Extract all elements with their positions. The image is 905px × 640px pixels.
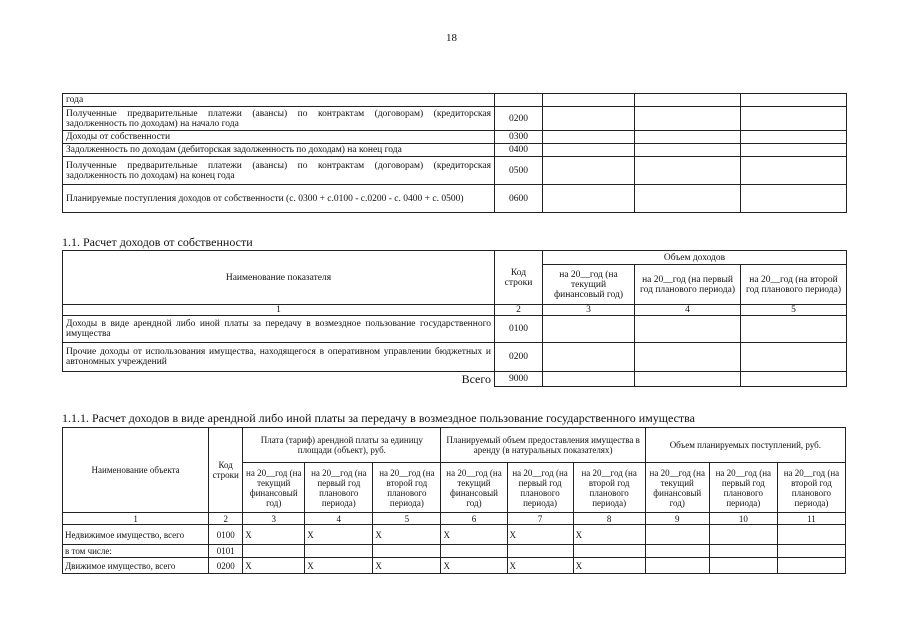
- header-code: Код строки: [209, 428, 243, 513]
- table-row: [63, 343, 847, 372]
- header-income-volume: Объем доходов: [543, 251, 847, 265]
- header-year-current: на 20__год (на текущий финансовый год): [243, 463, 305, 513]
- header-code: Код строки: [495, 251, 543, 305]
- row-name: Прочие доходы от использования имущества, находящегося в оперативном управлении бюджетных и автономных учреждений: [63, 343, 495, 372]
- x-mark: X: [373, 525, 441, 545]
- row-name: Планируемые поступления доходов от собственности (с. 0300 + с.0100 - с.0200 - с. 0400 + с. 0500): [63, 185, 495, 213]
- table-row: [63, 545, 846, 558]
- col-num: 4: [635, 305, 741, 316]
- row-code: 0600: [495, 185, 543, 213]
- value-cell[interactable]: [543, 144, 635, 157]
- value-cell[interactable]: [741, 157, 847, 185]
- x-mark: X: [441, 525, 507, 545]
- value-cell[interactable]: [741, 94, 847, 107]
- column-number-row: [63, 305, 847, 316]
- header-year-current: на 20__год (на текущий финансовый год): [645, 463, 709, 513]
- value-cell[interactable]: [635, 157, 741, 185]
- header-name: Наименование показателя: [63, 251, 495, 305]
- value-cell[interactable]: [635, 316, 741, 343]
- section-heading-1-1-1: 1.1.1. Расчет доходов в виде арендной либо иной платы за передачу в возмездное пользование государственного имущества: [62, 411, 695, 425]
- header-year-second-plan: на 20__год (на второй год планового периода): [573, 463, 645, 513]
- value-cell[interactable]: [635, 94, 741, 107]
- value-cell[interactable]: [635, 131, 741, 144]
- value-cell[interactable]: [709, 558, 777, 574]
- header-year-second-plan: на 20__год (на второй год планового периода): [373, 463, 441, 513]
- x-mark: X: [507, 525, 573, 545]
- row-code: 0300: [495, 131, 543, 144]
- x-mark: X: [305, 525, 373, 545]
- row-code: 0101: [209, 545, 243, 558]
- value-cell[interactable]: [645, 545, 709, 558]
- table-row: [63, 144, 847, 157]
- value-cell[interactable]: [645, 558, 709, 574]
- row-code: 0100: [495, 316, 543, 343]
- row-code: 0100: [209, 525, 243, 545]
- header-year-first-plan: на 20__год (на первый год планового периода): [507, 463, 573, 513]
- table-row: [63, 131, 847, 144]
- x-mark: X: [573, 558, 645, 574]
- value-cell[interactable]: [741, 131, 847, 144]
- row-code: 0200: [209, 558, 243, 574]
- property-income-table: [62, 250, 847, 387]
- value-cell[interactable]: [543, 372, 635, 387]
- col-num: 2: [209, 513, 243, 525]
- value-cell[interactable]: [543, 94, 635, 107]
- x-mark: [507, 545, 573, 558]
- income-summary-table: [62, 93, 847, 213]
- table-row: [63, 525, 846, 545]
- value-cell[interactable]: [741, 107, 847, 131]
- header-year-first-plan: на 20__год (на первый год планового периода): [635, 265, 741, 305]
- page-number: 18: [446, 32, 457, 44]
- row-name: Задолженность по доходам (дебиторская задолженность по доходам) на конец года: [63, 144, 495, 157]
- value-cell[interactable]: [741, 343, 847, 372]
- value-cell[interactable]: [741, 144, 847, 157]
- col-num: 6: [441, 513, 507, 525]
- value-cell[interactable]: [777, 545, 845, 558]
- header-planned-receipts: Объем планируемых поступлений, руб.: [645, 428, 845, 463]
- x-mark: [243, 545, 305, 558]
- column-number-row: [63, 513, 846, 525]
- row-code: 0200: [495, 343, 543, 372]
- row-name: Доходы в виде арендной либо иной платы за передачу в возмездное пользование государственного имущества: [63, 316, 495, 343]
- header-year-second-plan: на 20__год (на второй год планового периода): [777, 463, 845, 513]
- value-cell[interactable]: [635, 372, 741, 387]
- header-year-first-plan: на 20__год (на первый год планового периода): [305, 463, 373, 513]
- value-cell[interactable]: [709, 525, 777, 545]
- x-mark: [373, 545, 441, 558]
- col-num: 11: [777, 513, 845, 525]
- value-cell[interactable]: [635, 343, 741, 372]
- rental-income-table: [62, 427, 846, 574]
- value-cell[interactable]: [543, 343, 635, 372]
- x-mark: X: [507, 558, 573, 574]
- value-cell[interactable]: [543, 316, 635, 343]
- header-rent-rate: Плата (тариф) арендной платы за единицу площади (объект), руб.: [243, 428, 441, 463]
- x-mark: [305, 545, 373, 558]
- header-year-first-plan: на 20__год (на первый год планового периода): [709, 463, 777, 513]
- row-code: 0500: [495, 157, 543, 185]
- total-row: [63, 372, 847, 387]
- x-mark: X: [373, 558, 441, 574]
- value-cell[interactable]: [645, 525, 709, 545]
- value-cell[interactable]: [543, 185, 635, 213]
- value-cell[interactable]: [635, 185, 741, 213]
- table-row: [63, 107, 847, 131]
- col-num: 1: [63, 305, 495, 316]
- value-cell[interactable]: [543, 107, 635, 131]
- row-name: Доходы от собственности: [63, 131, 495, 144]
- header-year-current: на 20__год (на текущий финансовый год): [543, 265, 635, 305]
- col-num: 9: [645, 513, 709, 525]
- row-name: года: [63, 94, 495, 107]
- col-num: 3: [543, 305, 635, 316]
- table-row: [63, 185, 847, 213]
- value-cell[interactable]: [741, 372, 847, 387]
- table-row: [63, 558, 846, 574]
- x-mark: [573, 545, 645, 558]
- col-num: 4: [305, 513, 373, 525]
- col-num: 8: [573, 513, 645, 525]
- row-name: Движимое имущество, всего: [63, 558, 209, 574]
- col-num: 7: [507, 513, 573, 525]
- x-mark: X: [305, 558, 373, 574]
- value-cell[interactable]: [741, 316, 847, 343]
- value-cell[interactable]: [777, 558, 845, 574]
- header-object-name: Наименование объекта: [63, 428, 209, 513]
- header-year-second-plan: на 20__год (на второй год планового периода): [741, 265, 847, 305]
- value-cell[interactable]: [709, 545, 777, 558]
- section-heading-1-1: 1.1. Расчет доходов от собственности: [62, 235, 253, 249]
- x-mark: X: [243, 525, 305, 545]
- row-name: Полученные предварительные платежи (авансы) по контрактам (договорам) (кредиторская задолженность по доходам) на конец года: [63, 157, 495, 185]
- header-year-current: на 20__год (на текущий финансовый год): [441, 463, 507, 513]
- value-cell[interactable]: [543, 131, 635, 144]
- col-num: 5: [373, 513, 441, 525]
- row-name: Недвижимое имущество, всего: [63, 525, 209, 545]
- header-planned-volume: Планируемый объем предоставления имущества в аренду (в натуральных показателях): [441, 428, 645, 463]
- total-label: Всего: [63, 372, 495, 387]
- row-code: [495, 94, 543, 107]
- row-name: Полученные предварительные платежи (авансы) по контрактам (договорам) (кредиторская задолженность по доходам) на начало года: [63, 107, 495, 131]
- col-num: 1: [63, 513, 209, 525]
- col-num: 2: [495, 305, 543, 316]
- col-num: 5: [741, 305, 847, 316]
- row-code: 0400: [495, 144, 543, 157]
- x-mark: X: [243, 558, 305, 574]
- value-cell[interactable]: [635, 107, 741, 131]
- value-cell[interactable]: [777, 525, 845, 545]
- table-row: [63, 94, 847, 107]
- total-code: 9000: [495, 372, 543, 387]
- x-mark: X: [573, 525, 645, 545]
- value-cell[interactable]: [741, 185, 847, 213]
- table-row: [63, 316, 847, 343]
- col-num: 10: [709, 513, 777, 525]
- x-mark: [441, 545, 507, 558]
- row-name: в том числе:: [63, 545, 209, 558]
- table-row: [63, 157, 847, 185]
- row-code: 0200: [495, 107, 543, 131]
- col-num: 3: [243, 513, 305, 525]
- x-mark: X: [441, 558, 507, 574]
- value-cell[interactable]: [635, 144, 741, 157]
- value-cell[interactable]: [543, 157, 635, 185]
